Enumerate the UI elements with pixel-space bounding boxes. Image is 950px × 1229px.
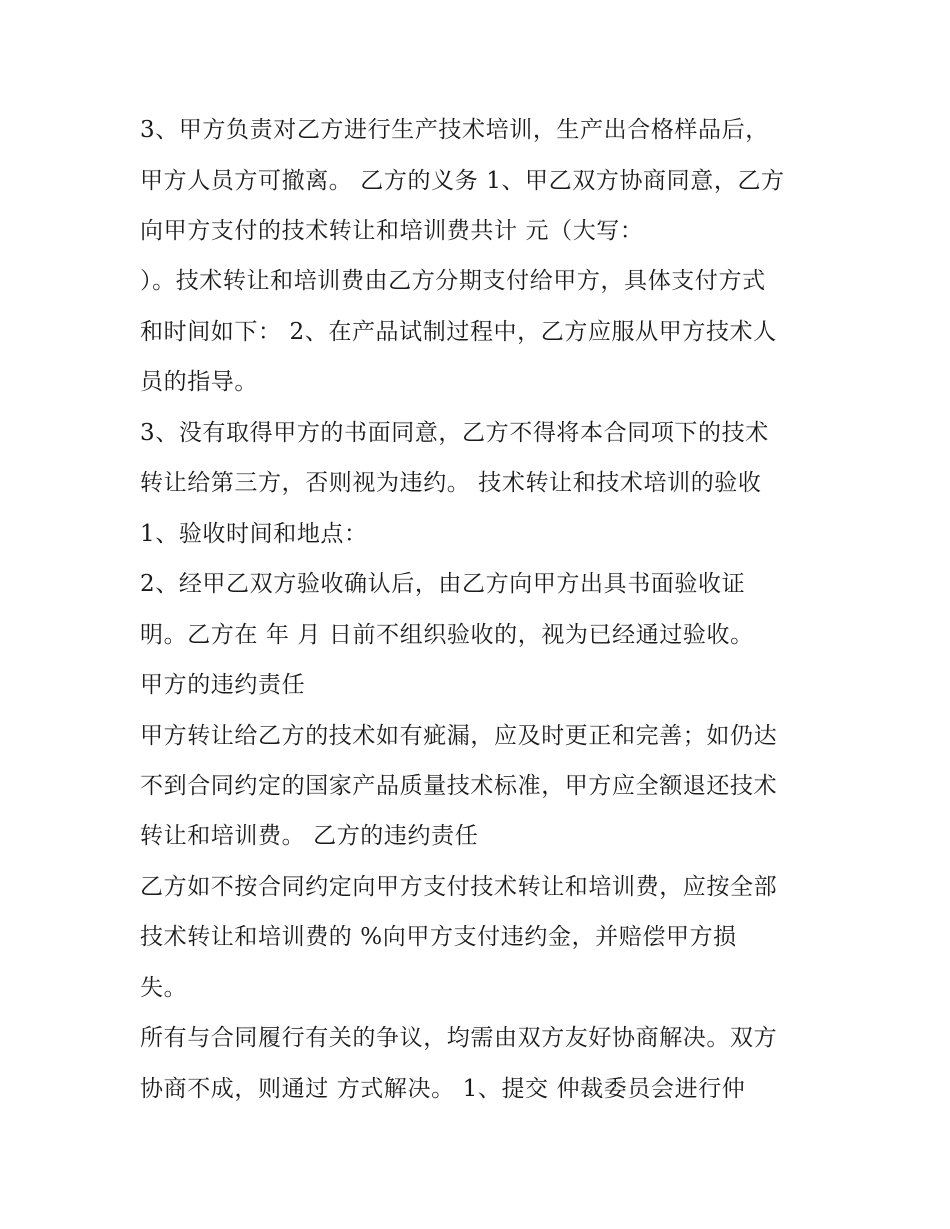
text-line: 3、甲方负责对乙方进行生产技术培训，生产出合格样品后， [140,117,769,143]
text-line: 转让和培训费。 乙方的违约责任 [140,823,479,849]
text-line: 员的指导。 [140,369,258,395]
text-line: 3、没有取得甲方的书面同意，乙方不得将本合同项下的技术 [140,420,769,446]
text-line: 向甲方支付的技术转让和培训费共计 元（大写： [140,218,644,244]
text-line: 1、验收时间和地点： [140,521,368,547]
text-line: 协商不成，则通过 方式解决。 1、提交 仲裁委员会进行仲 [140,1076,746,1102]
text-line: 所有与合同履行有关的争议，均需由双方友好协商解决。双方 [140,1025,778,1051]
text-line: 2、经甲乙双方验收确认后，由乙方向甲方出具书面验收证 [140,571,746,597]
text-line: ）。技术转让和培训费由乙方分期支付给甲方，具体支付方式 [140,268,766,294]
text-line: 乙方如不按合同约定向甲方支付技术转让和培训费，应按全部 [140,874,778,900]
text-line: 转让给第三方，否则视为违约。 技术转让和技术培训的验收 [140,470,762,496]
text-line: 甲方人员方可撤离。 乙方的义务 1、甲乙双方协商同意，乙方 [140,168,785,194]
text-line: 甲方转让给乙方的技术如有疵漏，应及时更正和完善；如仍达 [140,723,778,749]
section-heading: 甲方的违约责任 [140,672,306,698]
text-line: 不到合同约定的国家产品质量技术标准，甲方应全额退还技术 [140,773,778,799]
text-line: 和时间如下： 2、在产品试制过程中，乙方应服从甲方技术人 [140,319,777,345]
text-line: 失。 [140,975,188,1001]
text-line: 技术转让和培训费的 %向甲方支付违约金，并赔偿甲方损 [140,924,737,950]
text-line: 明。乙方在 年 月 日前不组织验收的，视为已经通过验收。 [140,622,754,648]
